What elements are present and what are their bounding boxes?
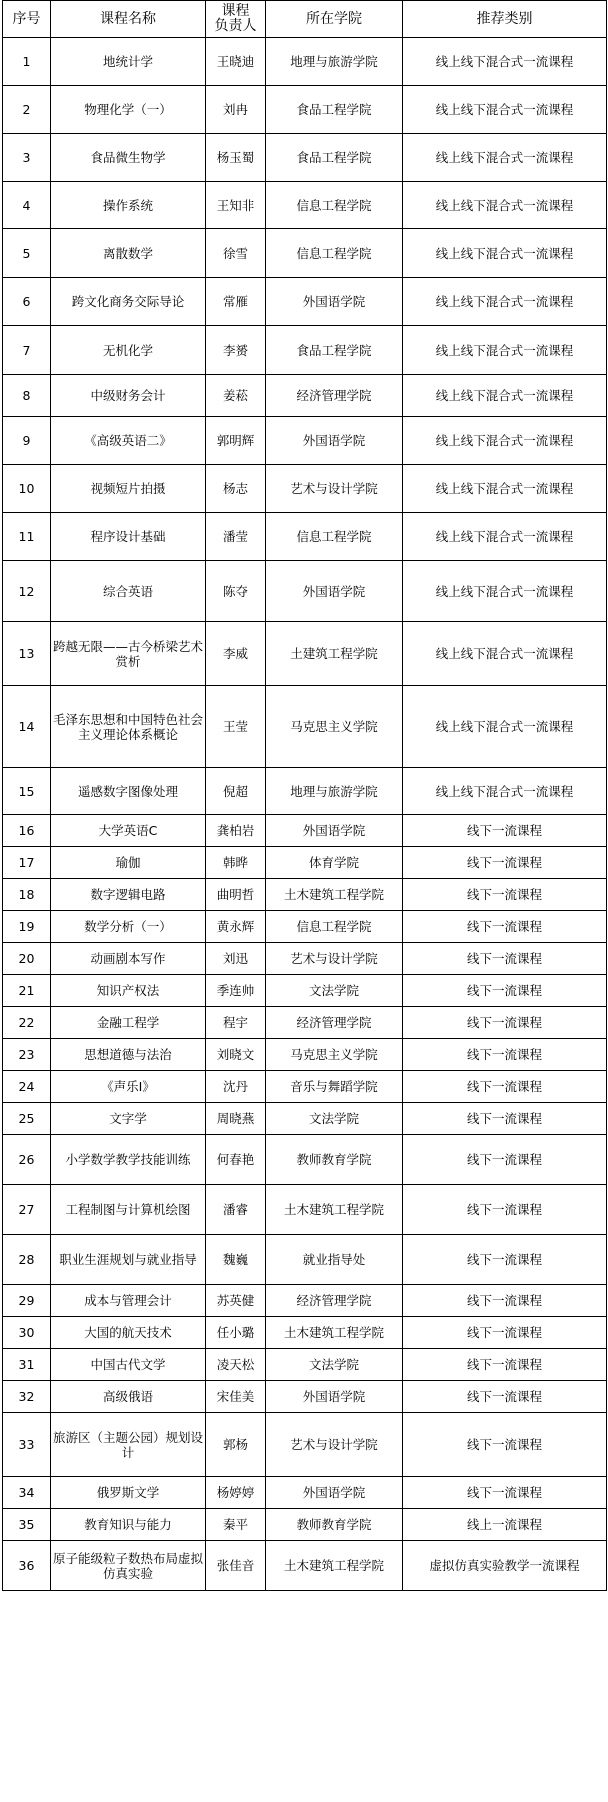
cell-no: 25 [3,1103,51,1135]
header-course: 课程名称 [51,1,206,38]
header-no: 序号 [3,1,51,38]
cell-no: 18 [3,879,51,911]
cell-category: 线上线下混合式一流课程 [403,278,607,326]
cell-no: 30 [3,1317,51,1349]
cell-college: 教师教育学院 [266,1509,403,1541]
cell-no: 14 [3,686,51,768]
table-row [3,975,607,1007]
cell-college: 马克思主义学院 [266,1039,403,1071]
table-row [3,768,607,815]
cell-lead: 倪超 [206,768,266,815]
cell-course: 《高级英语二》 [51,417,206,465]
cell-category: 线上线下混合式一流课程 [403,86,607,134]
cell-course: 原子能级粒子数热布局虚拟仿真实验 [51,1541,206,1591]
table-row [3,1135,607,1185]
cell-course: 工程制图与计算机绘图 [51,1185,206,1235]
cell-lead: 魏巍 [206,1235,266,1285]
cell-no: 26 [3,1135,51,1185]
cell-course: 毛泽东思想和中国特色社会主义理论体系概论 [51,686,206,768]
cell-lead: 潘莹 [206,513,266,561]
cell-lead: 常雁 [206,278,266,326]
cell-category: 线下一流课程 [403,1413,607,1477]
cell-college: 土木建筑工程学院 [266,1317,403,1349]
cell-college: 经济管理学院 [266,1285,403,1317]
cell-no: 21 [3,975,51,1007]
cell-course: 跨越无限——古今桥梁艺术赏析 [51,622,206,686]
cell-category: 线下一流课程 [403,1103,607,1135]
cell-lead: 王晓迪 [206,38,266,86]
cell-lead: 李威 [206,622,266,686]
cell-no: 33 [3,1413,51,1477]
cell-category: 线上线下混合式一流课程 [403,561,607,622]
table-row [3,686,607,768]
cell-lead: 苏英健 [206,1285,266,1317]
cell-lead: 杨志 [206,465,266,513]
cell-lead: 凌天松 [206,1349,266,1381]
cell-college: 地理与旅游学院 [266,768,403,815]
table-row [3,1039,607,1071]
cell-no: 28 [3,1235,51,1285]
cell-category: 线下一流课程 [403,815,607,847]
cell-college: 就业指导处 [266,1235,403,1285]
cell-no: 32 [3,1381,51,1413]
cell-lead: 郭明辉 [206,417,266,465]
cell-category: 线下一流课程 [403,1135,607,1185]
table-header [3,1,607,38]
cell-course: 地统计学 [51,38,206,86]
cell-category: 线上线下混合式一流课程 [403,622,607,686]
cell-no: 15 [3,768,51,815]
cell-category: 线下一流课程 [403,1071,607,1103]
cell-no: 36 [3,1541,51,1591]
cell-college: 土木建筑工程学院 [266,879,403,911]
cell-lead: 黄永辉 [206,911,266,943]
cell-lead: 李赟 [206,326,266,375]
cell-lead: 周晓燕 [206,1103,266,1135]
table-row [3,622,607,686]
cell-no: 23 [3,1039,51,1071]
cell-course: 俄罗斯文学 [51,1477,206,1509]
cell-lead: 刘晓文 [206,1039,266,1071]
cell-college: 信息工程学院 [266,182,403,229]
table-row [3,1349,607,1381]
cell-category: 线上线下混合式一流课程 [403,134,607,182]
table-row [3,943,607,975]
cell-college: 食品工程学院 [266,326,403,375]
table-row [3,278,607,326]
cell-category: 线上线下混合式一流课程 [403,326,607,375]
cell-category: 线上线下混合式一流课程 [403,465,607,513]
cell-lead: 何春艳 [206,1135,266,1185]
cell-no: 2 [3,86,51,134]
cell-course: 中级财务会计 [51,375,206,417]
cell-college: 外国语学院 [266,1477,403,1509]
table-row [3,1185,607,1235]
cell-college: 经济管理学院 [266,1007,403,1039]
cell-no: 7 [3,326,51,375]
cell-lead: 杨玉蜀 [206,134,266,182]
cell-course: 职业生涯规划与就业指导 [51,1235,206,1285]
cell-no: 3 [3,134,51,182]
cell-college: 信息工程学院 [266,513,403,561]
cell-category: 线下一流课程 [403,1317,607,1349]
cell-college: 信息工程学院 [266,911,403,943]
cell-college: 文法学院 [266,975,403,1007]
table-row [3,1235,607,1285]
table-row [3,1071,607,1103]
cell-course: 综合英语 [51,561,206,622]
table-row [3,229,607,278]
cell-category: 线下一流课程 [403,1285,607,1317]
table-row [3,1317,607,1349]
table-row [3,38,607,86]
cell-college: 外国语学院 [266,278,403,326]
cell-category: 线下一流课程 [403,943,607,975]
table-row [3,182,607,229]
cell-category: 线下一流课程 [403,911,607,943]
cell-no: 29 [3,1285,51,1317]
cell-no: 11 [3,513,51,561]
cell-course: 无机化学 [51,326,206,375]
cell-no: 16 [3,815,51,847]
table-row [3,375,607,417]
cell-category: 线下一流课程 [403,1477,607,1509]
cell-course: 食品微生物学 [51,134,206,182]
cell-no: 17 [3,847,51,879]
cell-course: 成本与管理会计 [51,1285,206,1317]
table-row [3,1541,607,1591]
cell-lead: 郭杨 [206,1413,266,1477]
cell-lead: 刘迅 [206,943,266,975]
cell-category: 虚拟仿真实验教学一流课程 [403,1541,607,1591]
table-row [3,417,607,465]
table-row [3,561,607,622]
cell-college: 土建筑工程学院 [266,622,403,686]
table-row [3,1381,607,1413]
cell-lead: 程宇 [206,1007,266,1039]
course-table [2,0,607,1591]
cell-no: 13 [3,622,51,686]
cell-college: 食品工程学院 [266,134,403,182]
table-row [3,815,607,847]
cell-lead: 刘冉 [206,86,266,134]
table-body [3,38,607,1591]
cell-college: 土木建筑工程学院 [266,1185,403,1235]
cell-college: 信息工程学院 [266,229,403,278]
cell-category: 线上线下混合式一流课程 [403,375,607,417]
cell-lead: 曲明哲 [206,879,266,911]
cell-no: 6 [3,278,51,326]
table-row [3,86,607,134]
cell-category: 线上线下混合式一流课程 [403,686,607,768]
table-row [3,911,607,943]
cell-category: 线下一流课程 [403,1039,607,1071]
cell-no: 24 [3,1071,51,1103]
cell-course: 离散数学 [51,229,206,278]
cell-course: 《声乐Ⅰ》 [51,1071,206,1103]
cell-course: 跨文化商务交际导论 [51,278,206,326]
cell-lead: 沈丹 [206,1071,266,1103]
cell-category: 线下一流课程 [403,847,607,879]
cell-course: 大国的航天技术 [51,1317,206,1349]
header-category: 推荐类别 [403,1,607,38]
cell-category: 线上线下混合式一流课程 [403,182,607,229]
cell-course: 知识产权法 [51,975,206,1007]
cell-course: 教育知识与能力 [51,1509,206,1541]
cell-no: 12 [3,561,51,622]
table-row [3,134,607,182]
table-row [3,1007,607,1039]
cell-lead: 秦平 [206,1509,266,1541]
cell-college: 经济管理学院 [266,375,403,417]
cell-course: 思想道德与法治 [51,1039,206,1071]
cell-college: 食品工程学院 [266,86,403,134]
cell-no: 8 [3,375,51,417]
table-row [3,1413,607,1477]
cell-no: 1 [3,38,51,86]
table-row [3,326,607,375]
cell-college: 艺术与设计学院 [266,943,403,975]
cell-no: 5 [3,229,51,278]
cell-course: 中国古代文学 [51,1349,206,1381]
cell-no: 31 [3,1349,51,1381]
cell-course: 数学分析（一） [51,911,206,943]
cell-no: 19 [3,911,51,943]
cell-course: 操作系统 [51,182,206,229]
table-row [3,879,607,911]
cell-course: 数字逻辑电路 [51,879,206,911]
cell-lead: 徐雪 [206,229,266,278]
cell-college: 土木建筑工程学院 [266,1541,403,1591]
cell-lead: 王知非 [206,182,266,229]
cell-lead: 潘睿 [206,1185,266,1235]
cell-college: 外国语学院 [266,1381,403,1413]
cell-category: 线上一流课程 [403,1509,607,1541]
cell-lead: 季连帅 [206,975,266,1007]
cell-course: 金融工程学 [51,1007,206,1039]
cell-college: 马克思主义学院 [266,686,403,768]
cell-college: 艺术与设计学院 [266,1413,403,1477]
cell-college: 文法学院 [266,1103,403,1135]
table-row [3,847,607,879]
table-row [3,1509,607,1541]
cell-no: 10 [3,465,51,513]
header-row [3,1,607,38]
cell-lead: 宋佳美 [206,1381,266,1413]
cell-college: 教师教育学院 [266,1135,403,1185]
cell-course: 动画剧本写作 [51,943,206,975]
cell-college: 外国语学院 [266,561,403,622]
cell-category: 线下一流课程 [403,1349,607,1381]
cell-course: 文字学 [51,1103,206,1135]
cell-lead: 张佳音 [206,1541,266,1591]
cell-course: 高级俄语 [51,1381,206,1413]
cell-no: 22 [3,1007,51,1039]
cell-category: 线下一流课程 [403,975,607,1007]
cell-no: 20 [3,943,51,975]
cell-course: 旅游区（主题公园）规划设计 [51,1413,206,1477]
cell-course: 程序设计基础 [51,513,206,561]
cell-college: 音乐与舞蹈学院 [266,1071,403,1103]
table-row [3,465,607,513]
table-row [3,1103,607,1135]
cell-no: 34 [3,1477,51,1509]
table-row [3,513,607,561]
table-row [3,1477,607,1509]
cell-lead: 任小璐 [206,1317,266,1349]
header-lead: 课程 负责人 [206,1,266,38]
cell-lead: 王莹 [206,686,266,768]
cell-category: 线下一流课程 [403,1185,607,1235]
cell-lead: 陈夺 [206,561,266,622]
cell-lead: 姜菘 [206,375,266,417]
cell-course: 小学数学教学技能训练 [51,1135,206,1185]
cell-no: 9 [3,417,51,465]
cell-college: 地理与旅游学院 [266,38,403,86]
cell-college: 文法学院 [266,1349,403,1381]
cell-lead: 韩晔 [206,847,266,879]
table-row [3,1285,607,1317]
cell-college: 体育学院 [266,847,403,879]
cell-category: 线下一流课程 [403,1235,607,1285]
cell-category: 线上线下混合式一流课程 [403,513,607,561]
cell-category: 线上线下混合式一流课程 [403,768,607,815]
cell-no: 4 [3,182,51,229]
cell-college: 外国语学院 [266,417,403,465]
cell-category: 线上线下混合式一流课程 [403,38,607,86]
cell-course: 瑜伽 [51,847,206,879]
cell-category: 线上线下混合式一流课程 [403,417,607,465]
cell-college: 外国语学院 [266,815,403,847]
cell-course: 物理化学（一） [51,86,206,134]
cell-category: 线下一流课程 [403,879,607,911]
cell-lead: 龚柏岩 [206,815,266,847]
cell-no: 27 [3,1185,51,1235]
cell-category: 线上线下混合式一流课程 [403,229,607,278]
cell-lead: 杨婷婷 [206,1477,266,1509]
header-college: 所在学院 [266,1,403,38]
cell-course: 视频短片拍摄 [51,465,206,513]
cell-category: 线下一流课程 [403,1381,607,1413]
cell-college: 艺术与设计学院 [266,465,403,513]
cell-category: 线下一流课程 [403,1007,607,1039]
cell-course: 遥感数字图像处理 [51,768,206,815]
cell-course: 大学英语C [51,815,206,847]
cell-no: 35 [3,1509,51,1541]
